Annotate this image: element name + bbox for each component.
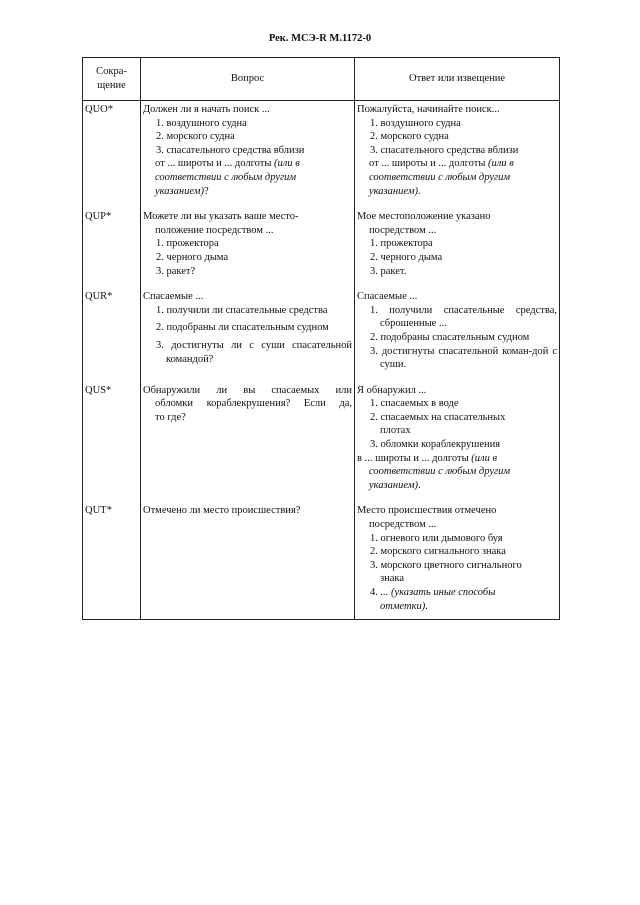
column-header-question: Вопрос [141, 58, 355, 101]
table-row [83, 208, 560, 288]
row-answer: Спасаемые ... 1. получили спасательные средства, сброшенные ... 2. подобраны спасательным судном 3. достигнуты спасательной коман-дой с суши. [355, 288, 560, 382]
row-answer: Мое местоположение указано посредством ... 1. прожектора 2. черного дыма 3. ракет. [355, 208, 560, 288]
row-answer: Я обнаружил ... 1. спасаемых в воде 2. спасаемых на спасательных плотах 3. обломки кораблекрушения в ... широты и ... долготы (или в соответствии с любым другим указанием). [355, 382, 560, 503]
q-code-table [82, 57, 560, 620]
row-code: QUT* [83, 502, 141, 619]
row-question: Отмечено ли место происшествия? [141, 502, 355, 619]
table-header-row [83, 58, 560, 101]
table-row [83, 101, 560, 209]
table-row [83, 502, 560, 619]
column-header-answer: Ответ или извещение [355, 58, 560, 101]
row-answer: Пожалуйста, начинайте поиск... 1. воздушного судна 2. морского судна 3. спасательного средства вблизи от ... широты и ... долготы (или в соответствии с любым другим указанием). [355, 101, 560, 209]
row-code: QUO* [83, 101, 141, 209]
row-question: Спасаемые ... 1. получили ли спасательные средства 2. подобраны ли спасательным судном 3. достигнуты ли с суши спасательной командой? [141, 288, 355, 382]
table-row [83, 382, 560, 503]
table-row [83, 288, 560, 382]
column-header-abbreviation: Сокра- щение [83, 58, 141, 101]
row-code: QUR* [83, 288, 141, 382]
row-code: QUP* [83, 208, 141, 288]
row-question: Можете ли вы указать ваше место- положение посредством ... 1. прожектора 2. черного дыма 3. ракет? [141, 208, 355, 288]
page-title: Рек. МСЭ-R M.1172-0 [268, 33, 372, 44]
row-code: QUS* [83, 382, 141, 503]
row-question: Должен ли я начать поиск ... 1. воздушного судна 2. морского судна 3. спасательного средства вблизи от ... широты и ... долготы (или в соответствии с любым другим указанием)? [141, 101, 355, 209]
row-question: Обнаружили ли вы спасаемых или обломки кораблекрушения? Если да, то где? [141, 382, 355, 503]
row-answer: Место происшествия отмечено посредством ... 1. огневого или дымового буя 2. морского сигнального знака 3. морского цветного сигнального знака 4. ... (указать иные способы отметки). [355, 502, 560, 619]
